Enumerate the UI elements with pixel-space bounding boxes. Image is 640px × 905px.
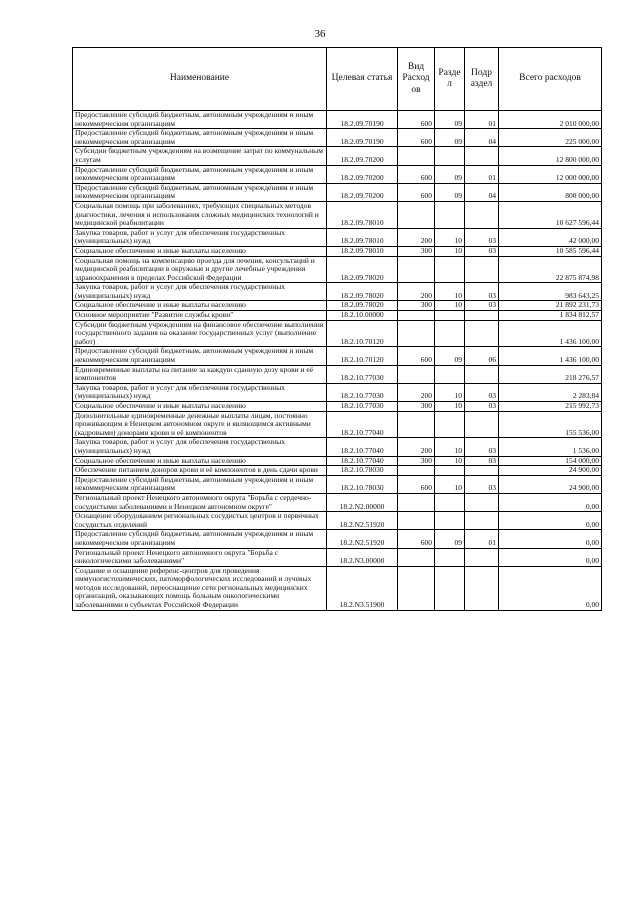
cell-subsection: 01 (465, 530, 499, 548)
cell-name: Создание и оснащение референс-центров для проведения иммуногистохимических, патоморфологических исследований и лучевых методов исследований, переоснащение сети региональных медицинских организаций, оказывающих помощь больным онкологическими заболеваниями в субъектах Российской Федерации (73, 566, 327, 610)
cell-total: 155 536,00 (499, 411, 602, 438)
cell-code: 18.2.10.77030 (327, 365, 398, 383)
cell-kind: 600 (398, 183, 435, 201)
table-row (73, 548, 602, 566)
cell-name: Региональный проект Ненецкого автономного округа "Борьба с сердечно-сосудистыми заболеваниями в Ненецком автономном округе" (73, 493, 327, 511)
table-row (73, 512, 602, 530)
cell-section: 09 (435, 347, 465, 365)
cell-code: 18.2.09.70190 (327, 111, 398, 129)
cell-name: Предоставление субсидий бюджетным, автономным учреждениям и иным некоммерческим организациям (73, 347, 327, 365)
table-row (73, 129, 602, 147)
table-row (73, 493, 602, 511)
cell-subsection: 06 (465, 347, 499, 365)
cell-code: 18.2.10.77040 (327, 438, 398, 456)
cell-total: 0,00 (499, 493, 602, 511)
cell-total: 154 000,00 (499, 456, 602, 466)
cell-name: Социальная помощь на компенсацию проезда для лечения, консультаций и медицинской реабилитации в окружные и другие лечебные учреждения здравоохранения в пределах Российской Федерации (73, 256, 327, 283)
cell-kind: 600 (398, 530, 435, 548)
cell-subsection (465, 493, 499, 511)
cell-total: 2 283,84 (499, 383, 602, 401)
cell-section (435, 411, 465, 438)
cell-code: 18.2.N3.00000 (327, 548, 398, 566)
cell-kind: 300 (398, 402, 435, 412)
cell-section: 09 (435, 165, 465, 183)
cell-total: 24 900,00 (499, 475, 602, 493)
header-subsection: Подр аздел (465, 48, 499, 111)
cell-section (435, 548, 465, 566)
cell-total: 24 900,00 (499, 466, 602, 476)
cell-kind: 600 (398, 475, 435, 493)
cell-kind: 300 (398, 456, 435, 466)
cell-section: 10 (435, 246, 465, 256)
cell-subsection: 03 (465, 383, 499, 401)
cell-code: 18.2.10.77030 (327, 383, 398, 401)
cell-section: 10 (435, 475, 465, 493)
table-row (73, 530, 602, 548)
table-row (73, 147, 602, 165)
cell-name: Закупка товаров, работ и услуг для обеспечения государственных (муниципальных) нужд (73, 283, 327, 301)
cell-section (435, 493, 465, 511)
cell-name: Предоставление субсидий бюджетным, автономным учреждениям и иным некоммерческим организациям (73, 165, 327, 183)
cell-section: 10 (435, 228, 465, 246)
table-row (73, 201, 602, 228)
cell-kind (398, 493, 435, 511)
cell-total: 0,00 (499, 530, 602, 548)
cell-code: 18.2.09.78010 (327, 228, 398, 246)
cell-name: Субсидии бюджетным учреждениям на возмещение затрат по коммунальным услугам (73, 147, 327, 165)
cell-kind: 300 (398, 246, 435, 256)
cell-section (435, 147, 465, 165)
cell-kind: 600 (398, 347, 435, 365)
cell-kind (398, 365, 435, 383)
cell-subsection (465, 320, 499, 347)
cell-total: 0,00 (499, 512, 602, 530)
cell-name: Социальная помощь при заболеваниях, требующих специальных методов диагностики, лечения и использования сложных медицинских технологий и медицинской реабилитации (73, 201, 327, 228)
cell-code: 18.2.N2.51920 (327, 512, 398, 530)
cell-section: 10 (435, 438, 465, 456)
cell-kind (398, 512, 435, 530)
cell-section: 09 (435, 183, 465, 201)
cell-code: 18.2.09.78010 (327, 201, 398, 228)
cell-section (435, 566, 465, 610)
table-row (73, 475, 602, 493)
cell-subsection: 01 (465, 111, 499, 129)
cell-subsection: 03 (465, 301, 499, 311)
cell-kind: 300 (398, 301, 435, 311)
cell-total: 10 585 596,44 (499, 246, 602, 256)
header-name: Наименование (73, 48, 327, 111)
cell-subsection: 03 (465, 438, 499, 456)
table-row (73, 320, 602, 347)
header-kind: Вид Расход ов (398, 48, 435, 111)
cell-kind (398, 201, 435, 228)
cell-section (435, 256, 465, 283)
cell-subsection (465, 311, 499, 321)
cell-section: 10 (435, 383, 465, 401)
cell-name: Обеспечение питанием доноров крови и её компонентов в день сдачи крови (73, 466, 327, 476)
cell-code: 18.2.09.70200 (327, 165, 398, 183)
table-body (73, 111, 602, 611)
cell-section: 10 (435, 456, 465, 466)
cell-kind (398, 256, 435, 283)
cell-kind (398, 147, 435, 165)
cell-name: Предоставление субсидий бюджетным, автономным учреждениям и иным некоммерческим организациям (73, 183, 327, 201)
cell-name: Социальное обеспечение и иные выплаты населению (73, 301, 327, 311)
cell-name: Предоставление субсидий бюджетным, автономным учреждениям и иным некоммерческим организациям (73, 129, 327, 147)
cell-code: 18.2.N2.00000 (327, 493, 398, 511)
table-row (73, 165, 602, 183)
page-number: 36 (314, 28, 326, 40)
cell-name: Единовременные выплаты на питание за каждую сданную дозу крови и её компонентов (73, 365, 327, 383)
cell-total: 1 436 100,00 (499, 347, 602, 365)
cell-code: 18.2.10.70120 (327, 320, 398, 347)
table-row (73, 183, 602, 201)
cell-subsection (465, 365, 499, 383)
cell-section: 09 (435, 129, 465, 147)
cell-section (435, 466, 465, 476)
cell-total: 225 000,00 (499, 129, 602, 147)
cell-code: 18.2.10.70120 (327, 347, 398, 365)
cell-section (435, 365, 465, 383)
cell-code: 18.2.N2.51920 (327, 530, 398, 548)
cell-total: 2 010 000,00 (499, 111, 602, 129)
cell-subsection (465, 548, 499, 566)
cell-name: Оснащение оборудованием региональных сосудистых центров и первичных сосудистых отделений (73, 512, 327, 530)
cell-total: 12 800 000,00 (499, 147, 602, 165)
header-code: Целевая статья (327, 48, 398, 111)
cell-section: 10 (435, 283, 465, 301)
cell-subsection (465, 201, 499, 228)
cell-kind: 600 (398, 111, 435, 129)
cell-total: 1 834 812,57 (499, 311, 602, 321)
cell-total: 1 536,00 (499, 438, 602, 456)
table-row (73, 347, 602, 365)
table-row (73, 383, 602, 401)
table-row (73, 256, 602, 283)
cell-subsection: 04 (465, 183, 499, 201)
cell-kind (398, 466, 435, 476)
budget-table (72, 47, 602, 611)
header-section: Разде л (435, 48, 465, 111)
cell-code: 18.2.09.78010 (327, 246, 398, 256)
cell-name: Социальное обеспечение и иные выплаты населению (73, 402, 327, 412)
table-row (73, 438, 602, 456)
cell-kind: 600 (398, 129, 435, 147)
table-row (73, 365, 602, 383)
cell-kind: 200 (398, 283, 435, 301)
cell-name: Закупка товаров, работ и услуг для обеспечения государственных (муниципальных) нужд (73, 438, 327, 456)
cell-section: 09 (435, 530, 465, 548)
cell-name: Предоставление субсидий бюджетным, автономным учреждениям и иным некоммерческим организациям (73, 530, 327, 548)
cell-subsection (465, 466, 499, 476)
cell-name: Социальное обеспечение и иные выплаты населению (73, 456, 327, 466)
cell-code: 18.2.10.77040 (327, 411, 398, 438)
cell-total: 983 643,25 (499, 283, 602, 301)
cell-section: 10 (435, 301, 465, 311)
cell-total: 0,00 (499, 566, 602, 610)
cell-code: 18.2.10.00000 (327, 311, 398, 321)
cell-total: 1 436 100,00 (499, 320, 602, 347)
cell-section: 09 (435, 111, 465, 129)
cell-name: Социальное обеспечение и иные выплаты населению (73, 246, 327, 256)
cell-kind (398, 320, 435, 347)
cell-kind (398, 548, 435, 566)
cell-code: 18.2.09.70200 (327, 183, 398, 201)
table-row (73, 311, 602, 321)
cell-kind: 200 (398, 383, 435, 401)
cell-total: 215 992,73 (499, 402, 602, 412)
cell-subsection: 03 (465, 475, 499, 493)
cell-section (435, 320, 465, 347)
cell-subsection: 03 (465, 402, 499, 412)
cell-code: 18.2.10.77040 (327, 456, 398, 466)
cell-code: 18.2.09.78020 (327, 301, 398, 311)
cell-name: Закупка товаров, работ и услуг для обеспечения государственных (муниципальных) нужд (73, 383, 327, 401)
cell-code: 18.2.10.78030 (327, 475, 398, 493)
cell-subsection: 03 (465, 456, 499, 466)
cell-name: Региональный проект Ненецкого автономного округа "Борьба с онкологическими заболеваниями" (73, 548, 327, 566)
cell-name: Субсидии бюджетным учреждениям на финансовое обеспечение выполнения государственного задания на оказание государственных услуг (выполнение работ) (73, 320, 327, 347)
cell-section (435, 512, 465, 530)
cell-kind (398, 566, 435, 610)
table-row (73, 283, 602, 301)
cell-code: 18.2.09.70200 (327, 147, 398, 165)
cell-code: 18.2.10.77030 (327, 402, 398, 412)
cell-kind: 200 (398, 228, 435, 246)
cell-subsection (465, 512, 499, 530)
cell-name: Основное мероприятие "Развитие службы крови" (73, 311, 327, 321)
cell-total: 800 000,00 (499, 183, 602, 201)
cell-code: 18.2.09.78020 (327, 256, 398, 283)
cell-name: Предоставление субсидий бюджетным, автономным учреждениям и иным некоммерческим организациям (73, 111, 327, 129)
cell-name: Предоставление субсидий бюджетным, автономным учреждениям и иным некоммерческим организациям (73, 475, 327, 493)
table-row (73, 411, 602, 438)
table-row (73, 111, 602, 129)
cell-name: Закупка товаров, работ и услуг для обеспечения государственных (муниципальных) нужд (73, 228, 327, 246)
table-row (73, 246, 602, 256)
cell-subsection (465, 147, 499, 165)
cell-subsection: 03 (465, 228, 499, 246)
cell-kind (398, 311, 435, 321)
cell-total: 12 000 000,00 (499, 165, 602, 183)
header-row (73, 48, 602, 111)
cell-subsection (465, 566, 499, 610)
cell-code: 18.2.10.78030 (327, 466, 398, 476)
cell-section: 10 (435, 402, 465, 412)
table-row (73, 228, 602, 246)
header-total: Всего расходов (499, 48, 602, 111)
cell-total: 218 276,57 (499, 365, 602, 383)
cell-total: 22 875 874,98 (499, 256, 602, 283)
cell-subsection: 03 (465, 246, 499, 256)
cell-subsection: 01 (465, 165, 499, 183)
table-row (73, 466, 602, 476)
cell-code: 18.2.09.78020 (327, 283, 398, 301)
cell-section (435, 201, 465, 228)
cell-subsection (465, 256, 499, 283)
cell-subsection: 03 (465, 283, 499, 301)
cell-kind: 200 (398, 438, 435, 456)
table-row (73, 566, 602, 610)
cell-name: Дополнительные единовременные денежные выплаты лицам, постоянно проживающим в Ненецком автономном округе и являющимся активными (кадровыми) донорами крови и её компонентов (73, 411, 327, 438)
cell-kind (398, 411, 435, 438)
cell-section (435, 311, 465, 321)
cell-code: 18.2.N3.51900 (327, 566, 398, 610)
cell-code: 18.2.09.70190 (327, 129, 398, 147)
cell-subsection (465, 411, 499, 438)
cell-total: 42 000,00 (499, 228, 602, 246)
cell-total: 10 627 596,44 (499, 201, 602, 228)
table-row (73, 402, 602, 412)
cell-total: 21 892 231,73 (499, 301, 602, 311)
cell-total: 0,00 (499, 548, 602, 566)
cell-subsection: 04 (465, 129, 499, 147)
cell-kind: 600 (398, 165, 435, 183)
